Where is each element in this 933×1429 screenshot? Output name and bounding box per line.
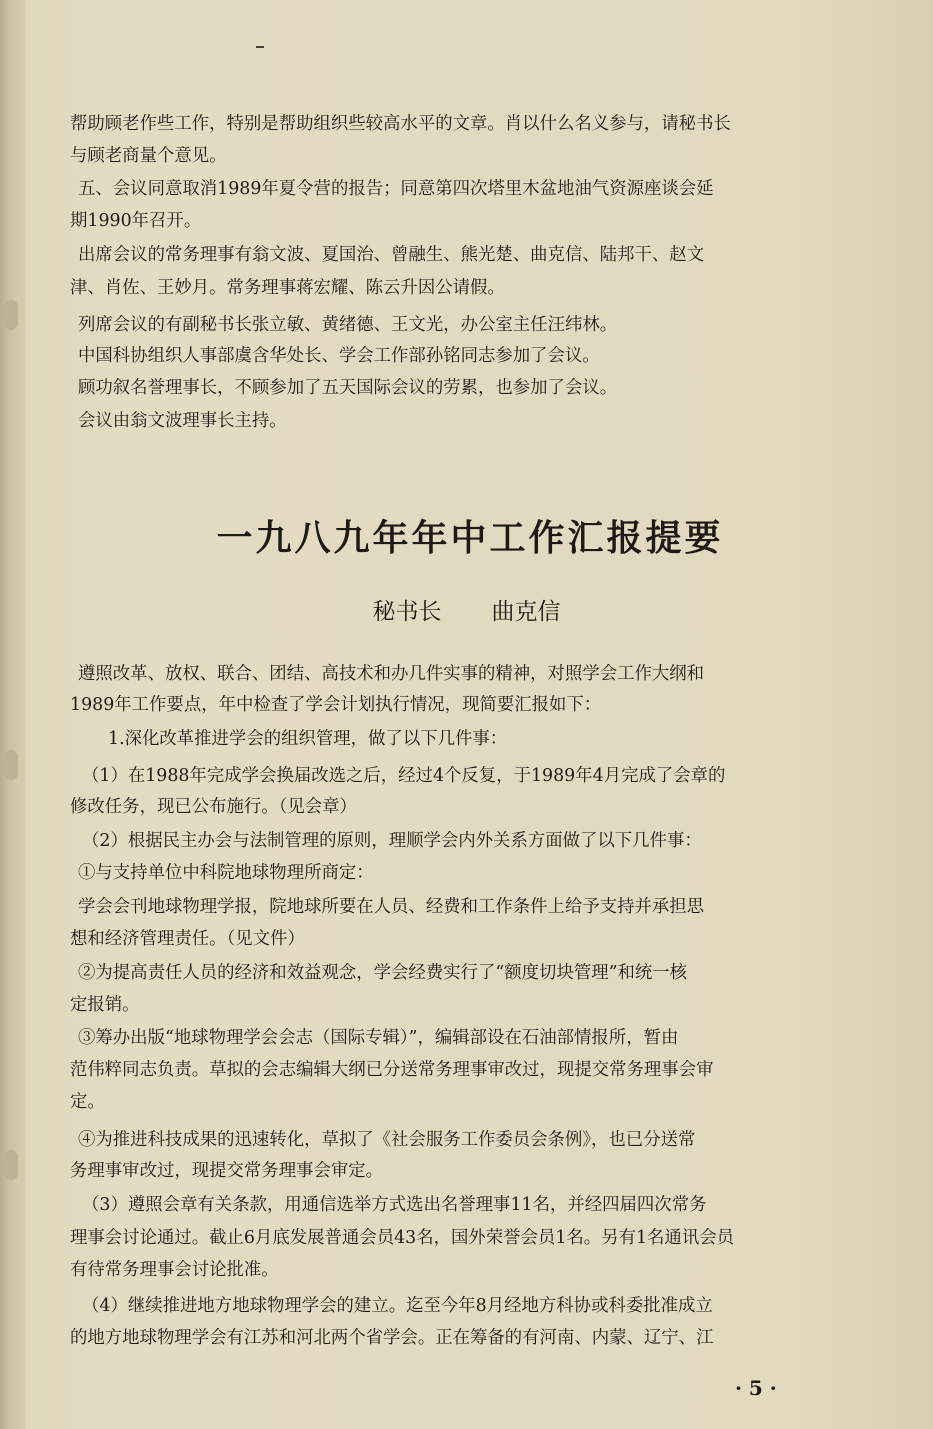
binding-hole [4, 1150, 18, 1180]
body-line: 修改任务，现已公布施行。（见会章） [70, 797, 357, 817]
body-line: 1.深化改革推进学会的组织管理，做了以下几件事： [108, 729, 508, 749]
body-line: 津、肖佐、王妙月。常务理事蒋宏耀、陈云升因公请假。 [70, 278, 505, 298]
body-line: 顾功叙名誉理事长，不顾参加了五天国际会议的劳累，也参加了会议。 [78, 378, 618, 398]
body-line: 定。 [70, 1092, 105, 1112]
body-line: 五、会议同意取消1989年夏令营的报告；同意第四次塔里木盆地油气资源座谈会延 [78, 179, 714, 199]
binding-edge [0, 0, 26, 1429]
body-line: ④为推进科技成果的迅速转化，草拟了《社会服务工作委员会条例》，也已分送常 [78, 1130, 696, 1150]
body-line: 的地方地球物理学会有江苏和河北两个省学会。正在筹备的有河南、内蒙、辽宁、江 [70, 1328, 714, 1348]
body-line: 中国科协组织人事部虞含华处长、学会工作部孙铭同志参加了会议。 [78, 346, 600, 366]
body-line: ①与支持单位中科院地球物理所商定： [78, 863, 374, 883]
body-line: （3）遵照会章有关条款，用通信选举方式选出名誉理事11名，并经四届四次常务 [82, 1195, 707, 1215]
body-line: 列席会议的有副秘书长张立敏、黄绪德、王文光，办公室主任汪纬林。 [78, 315, 618, 335]
page-number: · 5 · [735, 1376, 777, 1400]
body-line: 帮助顾老作些工作，特别是帮助组织些较高水平的文章。肖以什么名义参与，请秘书长 [70, 114, 731, 134]
author-role: 秘书长 [372, 599, 442, 625]
report-author [0, 597, 933, 627]
report-title: 一九八九年年中工作汇报提要 [216, 517, 724, 559]
body-line: 范伟粹同志负责。草拟的会志编辑大纲已分送常务理事审改过，现提交常务理事会审 [70, 1060, 714, 1080]
author-name: 曲克信 [491, 599, 561, 625]
body-line: 遵照改革、放权、联合、团结、高技术和办几件实事的精神，对照学会工作大纲和 [78, 664, 705, 684]
binding-hole [4, 300, 18, 330]
body-line: 与顾老商量个意见。 [70, 146, 227, 166]
body-line: ③筹办出版“地球物理学会会志（国际专辑）”，编辑部设在石油部情报所，暂由 [78, 1028, 679, 1048]
body-line: 期1990年召开。 [70, 211, 202, 231]
body-line: 定报销。 [70, 995, 140, 1015]
body-line: 会议由翁文波理事长主持。 [78, 411, 287, 431]
body-line: ②为提高责任人员的经济和效益观念，学会经费实行了“额度切块管理”和统一核 [78, 963, 688, 983]
body-line: （4）继续推进地方地球物理学会的建立。迄至今年8月经地方科协或科委批准成立 [82, 1296, 713, 1316]
body-line: 学会会刊地球物理学报，院地球所要在人员、经费和工作条件上给予支持并承担思 [78, 897, 705, 917]
body-line: 1989年工作要点，年中检查了学会计划执行情况，现简要汇报如下： [70, 695, 602, 715]
binding-hole [4, 750, 18, 780]
body-line: 务理事审改过，现提交常务理事会审定。 [70, 1161, 384, 1181]
body-line: 有待常务理事会讨论批准。 [70, 1260, 279, 1280]
body-line: （2）根据民主办会与法制管理的原则，理顺学会内外关系方面做了以下几件事： [82, 831, 702, 851]
body-line: 理事会讨论通过。截止6月底发展普通会员43名，国外荣誉会员1名。另有1名通讯会员 [70, 1228, 734, 1248]
body-line: 出席会议的常务理事有翁文波、夏国治、曾融生、熊光楚、曲克信、陆邦干、赵文 [78, 245, 705, 265]
stray-mark [256, 46, 264, 48]
body-line: 想和经济管理责任。（见文件） [70, 929, 305, 949]
body-line: （1）在1988年完成学会换届改选之后，经过4个反复，于1989年4月完成了会章的 [82, 766, 726, 786]
